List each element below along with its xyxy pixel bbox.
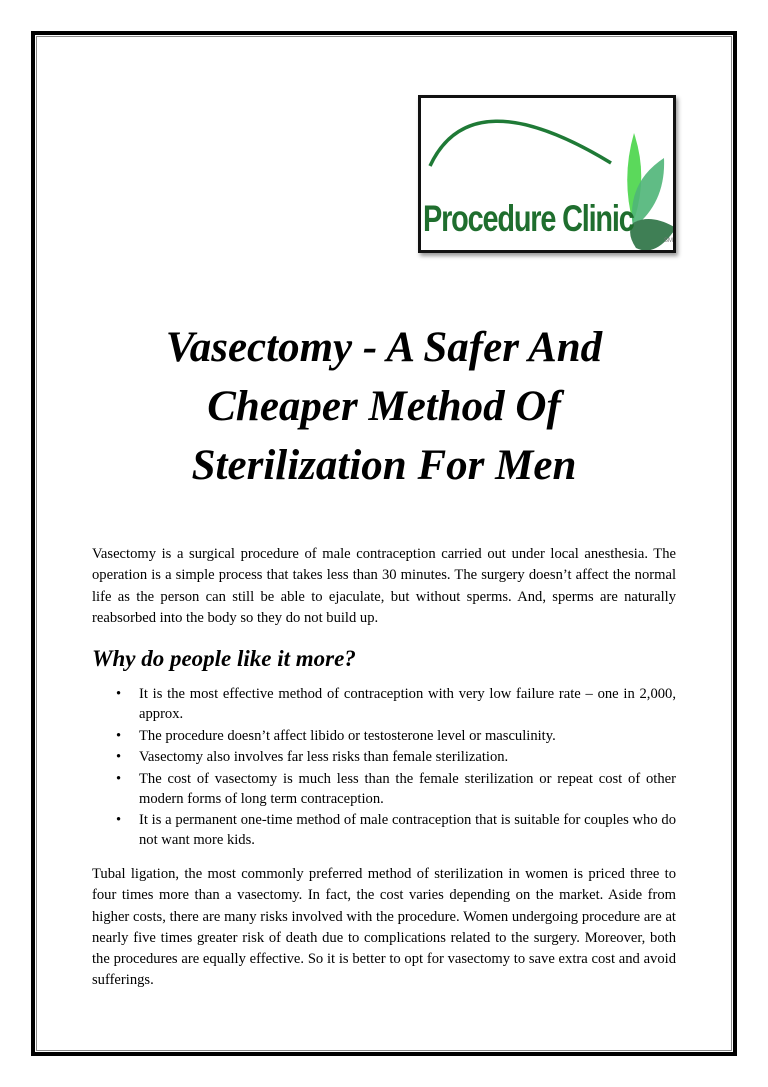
list-item: • The procedure doesn’t affect libido or testosterone level or masculinity. <box>92 726 676 746</box>
page-title: Vasectomy - A Safer And Cheaper Method Of Sterilization For Men <box>165 324 603 489</box>
list-item: • Vasectomy also involves far less risks than female sterilization. <box>92 747 676 767</box>
list-item: • The cost of vasectomy is much less than the female sterilization or repeat cost of other modern forms of long term contraception. <box>92 769 676 809</box>
list-item: • It is the most effective method of contraception with very low failure rate – one in 2,000, approx. <box>92 684 676 724</box>
list-item: • It is a permanent one-time method of male contraception that is suitable for couples who do not want more kids. <box>92 810 676 850</box>
section-heading: Why do people like it more? <box>92 646 356 671</box>
benefits-list <box>92 684 676 852</box>
procedure-clinic-logo <box>418 95 676 253</box>
logo-sm-mark: SM <box>664 238 673 244</box>
closing-paragraph: Tubal ligation, the most commonly preferred method of sterilization in women is priced three to four times more than a vasectomy. In fact, the cost varies depending on the market. Aside from higher costs, there are many risks involved with the procedure. Women undergoing procedure are at nearly five times greater risk of death due to complications related to the surgery. Moreover, both the procedures are equally effective. So it is better to opt for vasectomy to save extra cost and avoid sufferings. <box>92 866 676 989</box>
logo-text: Procedure Clinic <box>423 198 634 239</box>
intro-paragraph: Vasectomy is a surgical procedure of male contraception carried out under local anesthesia. The operation is a simple process that takes less than 30 minutes. The surgery doesn’t affect the normal life as the person can still be able to ejaculate, but without sperms. And, sperms are naturally reabsorbed into the body so they do not build up. <box>92 546 676 626</box>
